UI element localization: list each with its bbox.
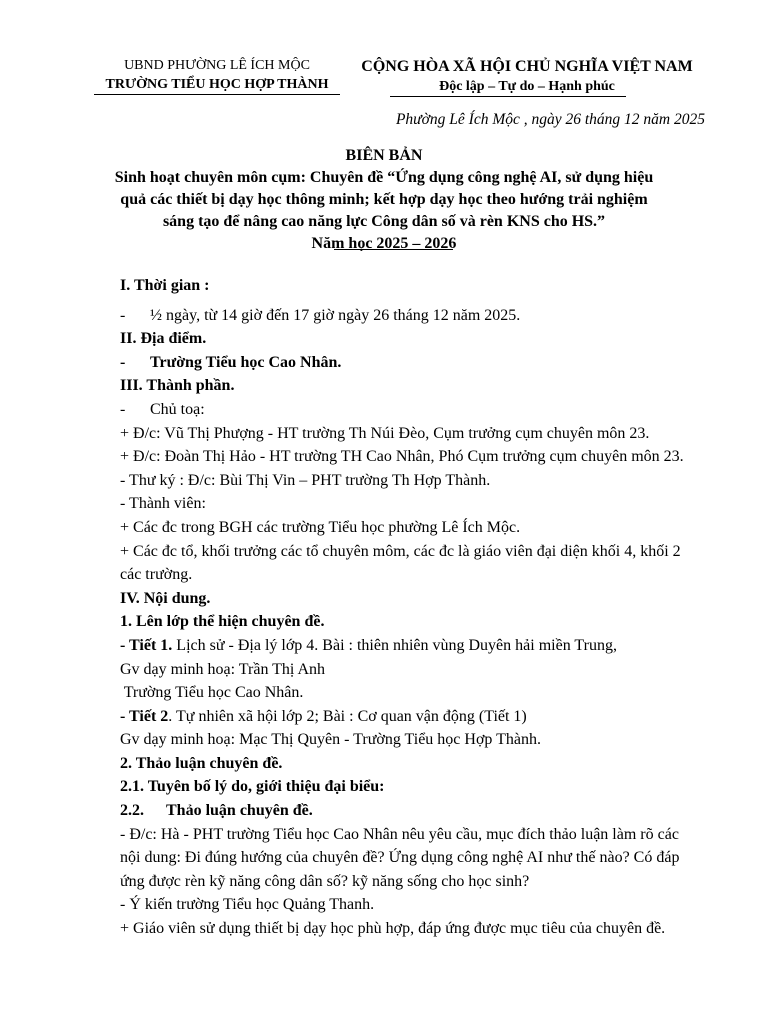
district-name: UBND PHƯỜNG LÊ ÍCH MỘC (124, 58, 310, 73)
member-1: + Các đc trong BGH các trường Tiểu học phường Lê Ích Mộc. (120, 518, 521, 536)
bullet-dash: - (120, 400, 126, 418)
header-left (88, 56, 346, 94)
subsection-2-1: 2.1. Tuyên bố lý do, giới thiệu đại biểu: (120, 778, 385, 796)
chair-label (120, 398, 700, 422)
secretary: - Thư ký : Đ/c: Bùi Thị Vin – PHT trường Th Hợp Thành. (120, 471, 491, 489)
member-2: + Các đc tổ, khối trưởng các tổ chuyên môm, các đc là giáo viên đại diện khối 4, khối 2 các trường. (120, 542, 681, 584)
motto-underline (390, 96, 626, 97)
discussion-heading: 2. Thảo luận chuyên đề. (120, 754, 283, 772)
chair-label-text: Chủ toạ: (150, 400, 205, 418)
chair-1: + Đ/c: Vũ Thị Phượng - HT trường Th Núi Đèo, Cụm trưởng cụm chuyên môn 23. (120, 424, 650, 442)
place-text: Trường Tiểu học Cao Nhân. (150, 353, 342, 371)
bullet-dash: - (120, 306, 126, 324)
title-block (110, 145, 658, 255)
subsection-2-2 (120, 799, 700, 823)
lesson-1-label: - Tiết 1. (120, 636, 173, 654)
subsection-2-2-number: 2.2. (120, 802, 144, 820)
lesson-2-text: . Tự nhiên xã hội lớp 2; Bài : Cơ quan vận động (Tiết 1) (168, 707, 527, 725)
lesson-1-school: Trường Tiểu học Cao Nhân. (120, 684, 304, 702)
school-name: TRƯỜNG TIỂU HỌC HỢP THÀNH (105, 77, 329, 92)
school-name-underline (94, 94, 340, 95)
date-line: Phường Lê Ích Mộc , ngày 26 tháng 12 năm 2025 (395, 111, 705, 128)
discussion-paragraph-2: - Ý kiến trường Tiểu học Quảng Thanh. (120, 896, 375, 914)
school-year-underline (334, 249, 453, 250)
lesson-1-text: Lịch sử - Địa lý lớp 4. Bài : thiên nhiên vùng Duyên hải miền Trung, (172, 636, 617, 654)
discussion-paragraph-1: - Đ/c: Hà - PHT trường Tiểu học Cao Nhân nêu yêu cầu, mục đích thảo luận làm rõ các nội dung: Đi đúng hướng của chuyên đề? Ứng dụng công nghệ AI như thế nào? Có đáp ứng được rèn kỹ năng công dân số? kỹ năng sống cho học sinh? (120, 825, 680, 890)
bullet-dash: - (120, 353, 126, 371)
national-motto: Độc lập – Tự do – Hạnh phúc (439, 79, 615, 94)
content-heading: IV. Nội dung. (120, 589, 211, 607)
lesson-heading: 1. Lên lớp thể hiện chuyên đề. (120, 613, 325, 631)
members-label: - Thành viên: (120, 495, 206, 513)
members-heading: III. Thành phần. (120, 377, 235, 395)
place-heading: II. Địa điểm. (120, 330, 207, 348)
document-subtitle: Sinh hoạt chuyên môn cụm: Chuyên đề “Ứng dụng công nghệ AI, sử dụng hiệu quả các thiết bị dạy học thông minh; kết hợp dạy học theo hướng trải nghiệm sáng tạo để nâng cao năng lực Công dân số và rèn KNS cho HS.” (114, 169, 654, 230)
header-right (346, 56, 708, 96)
time-text: ½ ngày, từ 14 giờ đến 17 giờ ngày 26 tháng 12 năm 2025. (150, 306, 521, 324)
lesson-2 (120, 705, 700, 729)
school-year: Năm học 2025 – 2026 (311, 235, 457, 252)
lesson-1 (120, 634, 700, 658)
time-heading: I. Thời gian : (120, 277, 210, 294)
place-detail (120, 351, 700, 375)
lesson-1-teacher: Gv dạy minh hoạ: Trần Thị Anh (120, 660, 326, 678)
time-detail (120, 304, 700, 328)
subsection-2-2-text: Thảo luận chuyên đề. (166, 802, 313, 820)
chair-2: + Đ/c: Đoàn Thị Hảo - HT trường TH Cao Nhân, Phó Cụm trưởng cụm chuyên môn 23. (120, 448, 684, 466)
national-title: CỘNG HÒA XÃ HỘI CHỦ NGHĨA VIỆT NAM (361, 58, 693, 75)
lesson-2-label: - Tiết 2 (120, 707, 169, 725)
lesson-2-teacher: Gv dạy minh hoạ: Mạc Thị Quyên - Trường Tiểu học Hợp Thành. (120, 731, 541, 749)
discussion-paragraph-3: + Giáo viên sử dụng thiết bị dạy học phù hợp, đáp ứng được mục tiêu của chuyên đề. (120, 920, 666, 938)
document-body (120, 274, 700, 941)
document-title: BIÊN BẢN (345, 147, 423, 164)
